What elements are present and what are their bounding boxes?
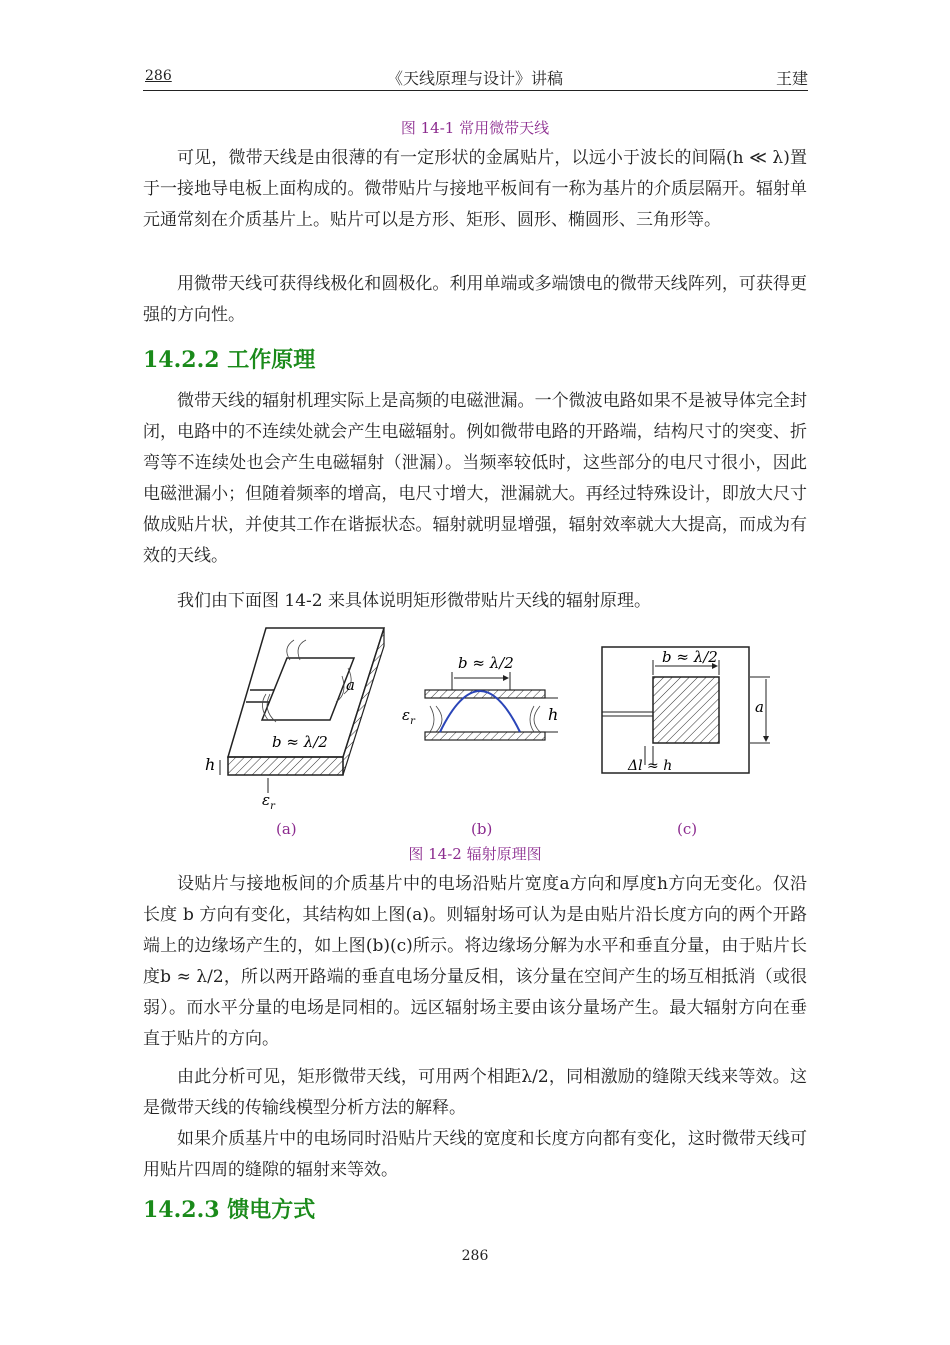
figure-14-2-caption: 图 14-2 辐射原理图 [408, 845, 542, 863]
figure-2b-er-subscript: r [410, 716, 415, 727]
paragraph-3: 微带天线的辐射机理实际上是高频的电磁泄漏。一个微波电路如果不是被导体完全封闭，电路中的不连续处就会产生电磁辐射。例如微带电路的开路端，结构尺寸的突变、折弯等不连续处也会产生电磁辐射（泄漏）。当频率较低时，这些部分的电尺寸很小，因此电磁泄漏小；但随着频率的增高，电尺寸增大，泄漏就大。再经过特殊设计，即放大尺寸做成贴片状，并使其工作在谐振状态。辐射就明显增强，辐射效率就大大提高，而成为有效的天线。 [143, 391, 807, 566]
section-heading-feeding-methods: 14.2.3 馈电方式 [143, 1197, 316, 1223]
figure-2c-b-label: b ≈ λ/2 [662, 648, 718, 666]
header-page-number: 286 [145, 68, 172, 84]
paragraph-7: 如果介质基片中的电场同时沿贴片天线的宽度和长度方向都有变化，这时微带天线可用贴片四周的缝隙的辐射来等效。 [143, 1129, 807, 1180]
figure-2b-h-label: h [548, 705, 559, 724]
figure-14-1-caption: 图 14-1 常用微带天线 [400, 119, 550, 137]
paragraph-5: 设贴片与接地板间的介质基片中的电场沿贴片宽度a方向和厚度h方向无变化。仅沿长度 b 方向有变化，其结构如上图(a)。则辐射场可认为是由贴片沿长度方向的两个开路端上的边缘场产生的，如上图(b)(c)所示。将边缘场分解为水平和垂直分量，由于贴片长度b ≈ λ/2，所以两开路端的垂直电场分量反相，该分量在空间产生的场互相抵消（或很弱）。而水平分量的电场是同相的。远区辐射场主要由该分量场产生。最大辐射方向在垂直于贴片的方向。 [143, 874, 807, 1049]
figure-2b-er-label [402, 706, 416, 727]
figure-2a-drawing [228, 628, 384, 775]
paragraph-4: 我们由下面图 14-2 来具体说明矩形微带贴片天线的辐射原理。 [177, 591, 651, 611]
figure-2b-b-label: b ≈ λ/2 [458, 654, 514, 672]
footer-page-number: 286 [461, 1248, 489, 1264]
figure-2c-a-label: a [755, 698, 764, 716]
figure-2a-er-label [262, 791, 276, 812]
figure-2b-er-symbol: ε [402, 706, 411, 724]
figure-2c-dl-label: Δl ≈ h [628, 758, 673, 774]
figure-2c-label: (c) [677, 820, 698, 838]
figure-2a-h-label: h [205, 755, 216, 774]
figure-2b-label: (b) [471, 820, 493, 838]
figure-2a-er-symbol: ε [262, 791, 271, 809]
figure-2b-drawing [425, 672, 558, 740]
section-heading-working-principle: 14.2.2 工作原理 [143, 347, 316, 373]
figure-2a-a-label: a [346, 676, 355, 694]
figure-2a-er-subscript: r [270, 801, 275, 812]
paragraph-6: 由此分析可见，矩形微带天线，可用两个相距λ/2，同相激励的缝隙天线来等效。这是微带天线的传输线模型分析方法的解释。 [143, 1067, 807, 1118]
header-title: 《天线原理与设计》讲稿 [386, 69, 563, 88]
header-author: 王建 [775, 69, 808, 88]
figure-2a-b-label: b ≈ λ/2 [272, 733, 328, 751]
figure-2a-label: (a) [276, 820, 297, 838]
paragraph-1: 可见，微带天线是由很薄的有一定形状的金属贴片，以远小于波长的间隔(h ≪ λ)置于一接地导电板上面构成的。微带贴片与接地平板间有一称为基片的介质层隔开。辐射单元通常刻在介质基片上。贴片可以是方形、矩形、圆形、椭圆形、三角形等。 [143, 148, 807, 230]
paragraph-2: 用微带天线可获得线极化和圆极化。利用单端或多端馈电的微带天线阵列，可获得更强的方向性。 [143, 274, 807, 325]
